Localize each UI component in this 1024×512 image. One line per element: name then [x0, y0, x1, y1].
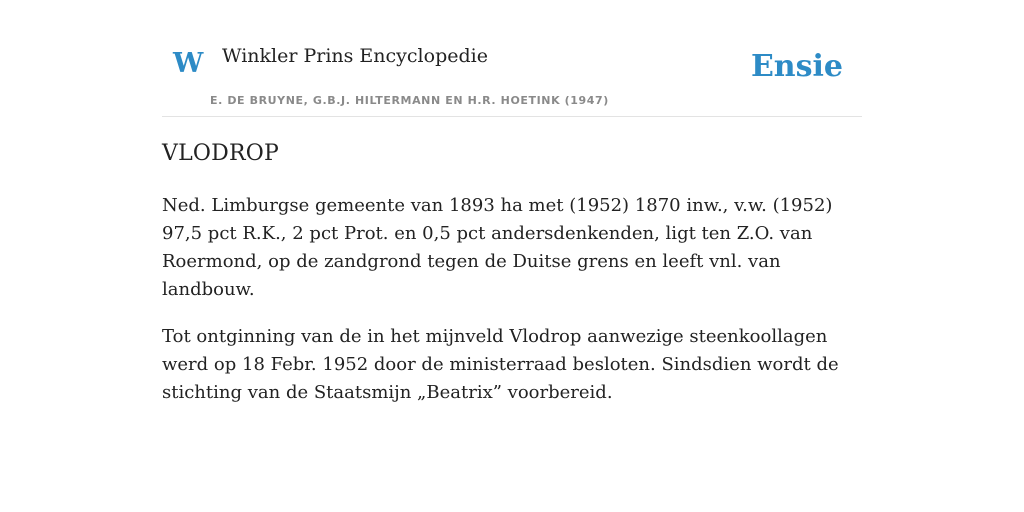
- entry-paragraph: Ned. Limburgse gemeente van 1893 ha met (1952) 1870 inw., v.w. (1952) 97,5 pct R.K., 2 pct Prot. en 0,5 pct andersdenkenden, ligt ten Z.O. van Roermond, op de zandgrond tegen de Duitse grens en leeft vnl. van landbouw.: [162, 195, 833, 300]
- entry-body: [162, 192, 862, 426]
- entry-paragraph: Tot ontginning van de in het mijnveld Vlodrop aanwezige steenkoollagen werd op 18 Febr. 1952 door de ministerraad besloten. Sindsdien wordt de stichting van de Staatsmijn „Beatrix” voorbereid.: [162, 326, 839, 403]
- page: [162, 0, 862, 403]
- source-header: [162, 0, 862, 117]
- entry-title: VLODROP: [162, 141, 279, 166]
- source-title[interactable]: Winkler Prins Encyclopedie: [222, 45, 488, 67]
- source-authors: E. DE BRUYNE, G.B.J. HILTERMANN EN H.R. HOETINK (1947): [210, 94, 609, 107]
- winkler-prins-logo[interactable]: W: [173, 48, 204, 79]
- ensie-logo-link[interactable]: Ensie: [750, 49, 843, 84]
